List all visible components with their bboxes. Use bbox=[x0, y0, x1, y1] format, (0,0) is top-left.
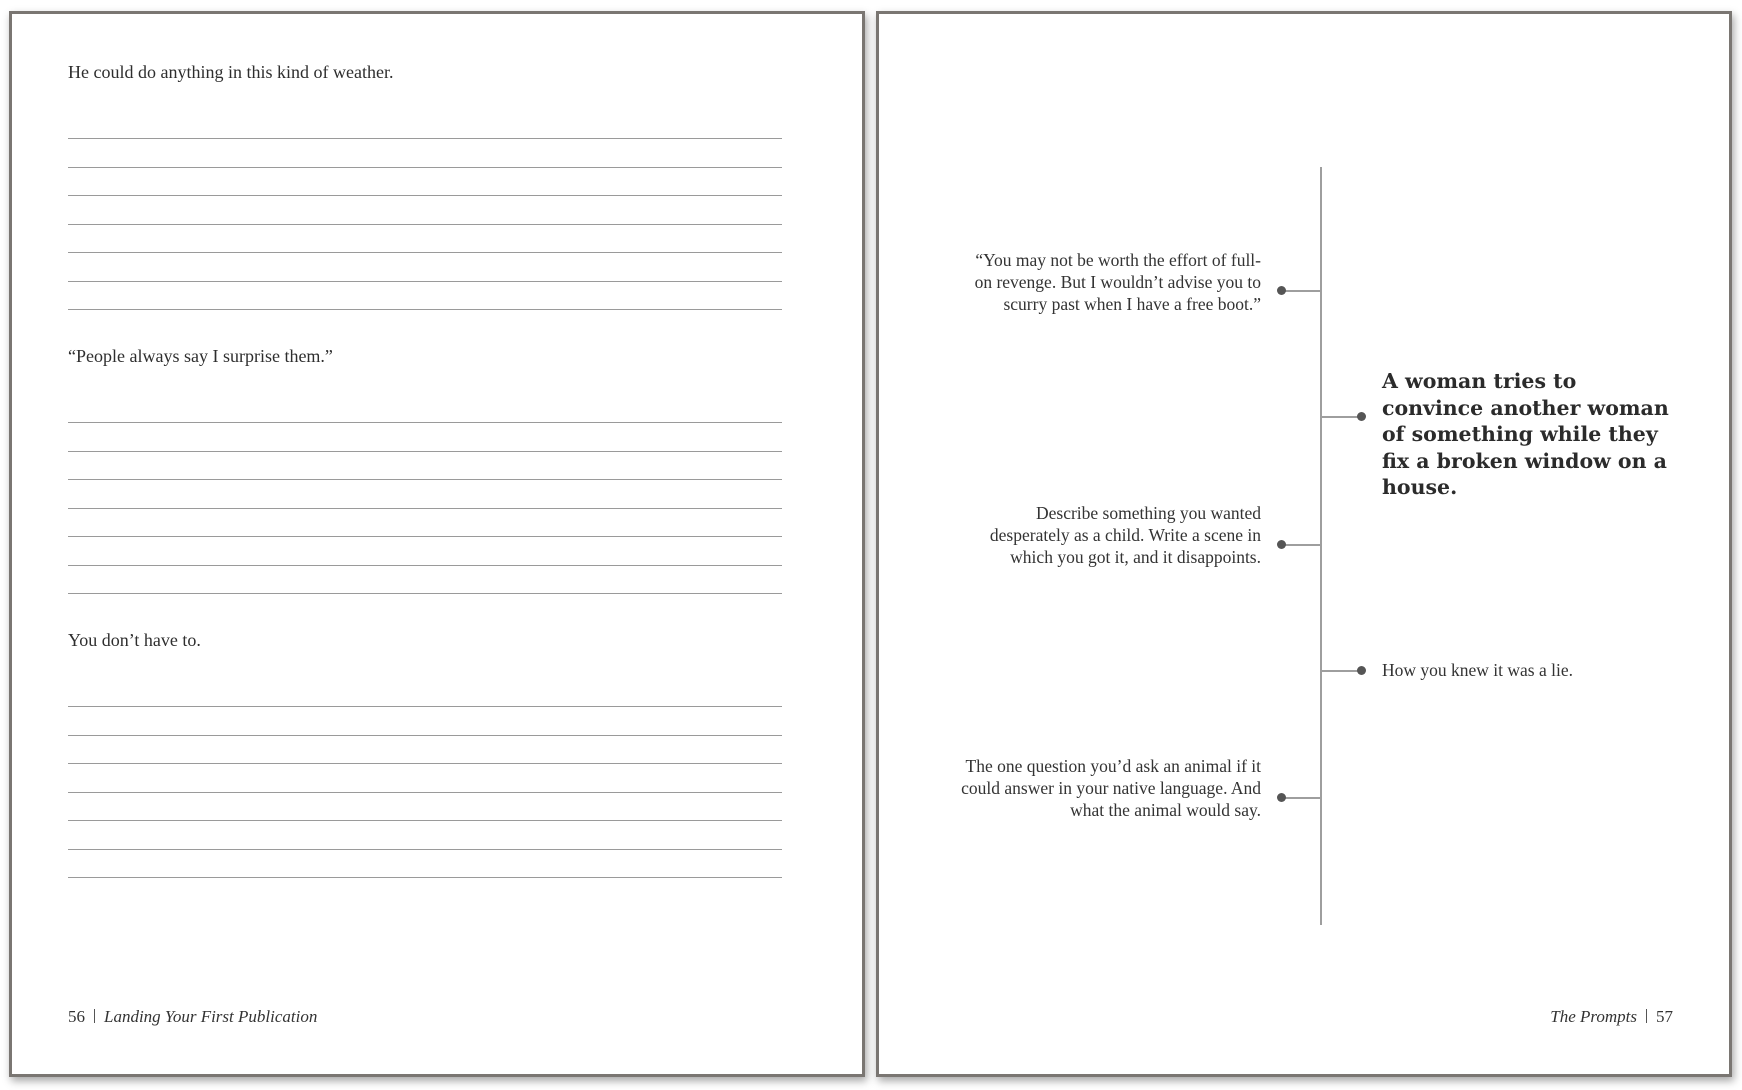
timeline-dot bbox=[1277, 286, 1286, 295]
timeline-dot bbox=[1277, 793, 1286, 802]
writing-prompt-3: You don’t have to. bbox=[68, 630, 201, 650]
footer-divider bbox=[1646, 1009, 1647, 1023]
timeline-branch bbox=[1321, 670, 1361, 672]
writing-line bbox=[68, 195, 782, 196]
writing-line bbox=[68, 422, 782, 423]
right-page-footer bbox=[1550, 1007, 1673, 1027]
writing-line bbox=[68, 820, 782, 821]
timeline-dot bbox=[1357, 666, 1366, 675]
left-page-footer bbox=[68, 1007, 317, 1027]
writing-line bbox=[68, 877, 782, 878]
writing-line bbox=[68, 849, 782, 850]
book-title: Landing Your First Publication bbox=[104, 1007, 318, 1026]
writing-line bbox=[68, 224, 782, 225]
timeline-item-5: The one question you’d ask an animal if it could answer in your native language. And what the animal would say. bbox=[961, 756, 1261, 820]
writing-line bbox=[68, 706, 782, 707]
writing-line bbox=[68, 451, 782, 452]
writing-line bbox=[68, 138, 782, 139]
section-title: The Prompts bbox=[1550, 1007, 1637, 1026]
timeline-branch bbox=[1281, 797, 1321, 799]
writing-line bbox=[68, 167, 782, 168]
writing-prompt-1: He could do anything in this kind of weather. bbox=[68, 62, 394, 82]
timeline-branch bbox=[1281, 544, 1321, 546]
timeline-branch bbox=[1321, 416, 1361, 418]
page-number: 57 bbox=[1656, 1007, 1673, 1026]
timeline-item-2: A woman tries to convince another woman of something while they fix a broken window on a house. bbox=[1382, 369, 1669, 499]
writing-line bbox=[68, 508, 782, 509]
writing-line bbox=[68, 536, 782, 537]
right-page bbox=[876, 11, 1732, 1077]
timeline-dot bbox=[1357, 412, 1366, 421]
timeline-branch bbox=[1281, 290, 1321, 292]
writing-line bbox=[68, 252, 782, 253]
timeline-item-4: How you knew it was a lie. bbox=[1382, 660, 1574, 680]
writing-line bbox=[68, 309, 782, 310]
writing-line bbox=[68, 792, 782, 793]
writing-line bbox=[68, 479, 782, 480]
writing-line bbox=[68, 565, 782, 566]
timeline-spine bbox=[1320, 167, 1322, 925]
writing-prompt-2: “People always say I surprise them.” bbox=[68, 346, 333, 366]
timeline-item-1: “You may not be worth the effort of full-on revenge. But I wouldn’t advise you to scurry past when I have a free boot.” bbox=[974, 250, 1261, 314]
writing-line bbox=[68, 593, 782, 594]
writing-line bbox=[68, 735, 782, 736]
timeline-item-3: Describe something you wanted desperately as a child. Write a scene in which you got it, and it disappoints. bbox=[989, 503, 1261, 567]
writing-line bbox=[68, 281, 782, 282]
footer-divider bbox=[94, 1009, 95, 1023]
writing-line bbox=[68, 763, 782, 764]
page-number: 56 bbox=[68, 1007, 85, 1026]
left-page bbox=[9, 11, 865, 1077]
timeline-dot bbox=[1277, 540, 1286, 549]
